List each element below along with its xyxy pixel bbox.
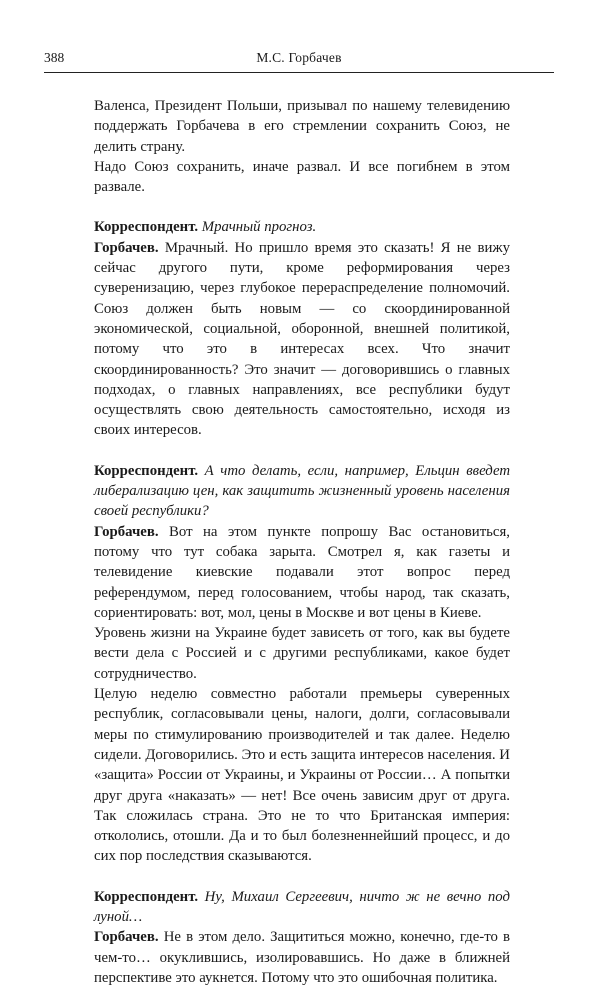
speaker-label: Корреспондент. (94, 462, 199, 479)
speaker-label: Горбачев. (94, 239, 159, 256)
dialogue-line (94, 238, 510, 441)
paragraph: Надо Союз сохранить, иначе развал. И все погибнем в этом развале. (94, 158, 510, 196)
page-body (94, 96, 510, 988)
speech-text: А что делать, если, например, Ельцин введет либерализацию цен, как защитить жизненный уровень населения своей республики? (94, 462, 511, 520)
paragraph-gap (94, 441, 510, 461)
dialogue-line (94, 217, 510, 237)
paragraph: Целую неделю совместно работали премьеры суверенных республик, согласовывали цены, налоги, долги, согласовывали меры по стимулированию производителей и так далее. Неделю сидели. Договорились. Это и есть защита интересов населения. И «защита» России от Украины, и Украины от России… А попытки друг друга «наказать» — нет! Все очень зависим друг от друга. Так сложилась страна. Это не то что Британская империя: откололись, отошли. Да и то был болезненнейший процесс, и до сих пор последствия сказываются. (94, 686, 510, 865)
paragraph-gap (94, 867, 510, 887)
speech-text: Мрачный прогноз. (201, 219, 317, 236)
speech-text: Ну, Михаил Сергеевич, ничто ж не вечно под луной… (94, 888, 510, 925)
dialogue-line (94, 522, 510, 623)
speaker-label: Корреспондент. (94, 888, 199, 905)
speech-text: Мрачный. Но пришло время это сказать! Я не вижу сейчас другого пути, кроме реформирования через суверенизацию, через глубокое перераспределение полномочий. Союз должен быть новым — со скоординированной экономической, социальной, оборонной, внешней политикой, потому что это в интересах всех. Что значит скоординированность? Это значит — договорившись о главных подходах, о главных направлениях, все республики будут осуществлять свою деятельность самостоятельно, исходя из своих интересов. (94, 239, 510, 439)
dialogue-line (94, 927, 510, 988)
speech-text: Вот на этом пункте попрошу Вас остановиться, потому что тут собака зарыта. Смотрел я, как газеты и телевидение киевские подавали этот вопрос перед референдумом, перед голосованием, чтобы народ, так сказать, сориентировать: вот, мол, цены в Москве и вот цены в Киеве. (94, 523, 510, 621)
dialogue-line (94, 461, 510, 522)
speaker-label: Горбачев. (94, 929, 159, 946)
speaker-label: Горбачев. (94, 523, 159, 540)
speaker-label: Корреспондент. (94, 219, 199, 236)
running-header (44, 48, 554, 70)
page-number: 388 (44, 50, 65, 65)
paragraph-gap (94, 197, 510, 217)
dialogue-line (94, 887, 510, 928)
paragraph: Уровень жизни на Украине будет зависеть от того, как вы будете вести дела с Россией и с другими республиками, какое будет сотрудничество. (94, 625, 510, 682)
header-rule (44, 72, 554, 73)
paragraph: Валенса, Президент Польши, призывал по нашему телевидению поддержать Горбачева в его стремлении сохранить Союз, не делить страну. (94, 98, 510, 155)
running-title: М.С. Горбачев (256, 50, 342, 65)
speech-text: Не в этом дело. Защититься можно, конечно, где-то в чем-то… окуклившись, изолировавшись. Но даже в ближней перспективе это аукнется. Потому что это ошибочная политика. (94, 929, 510, 986)
